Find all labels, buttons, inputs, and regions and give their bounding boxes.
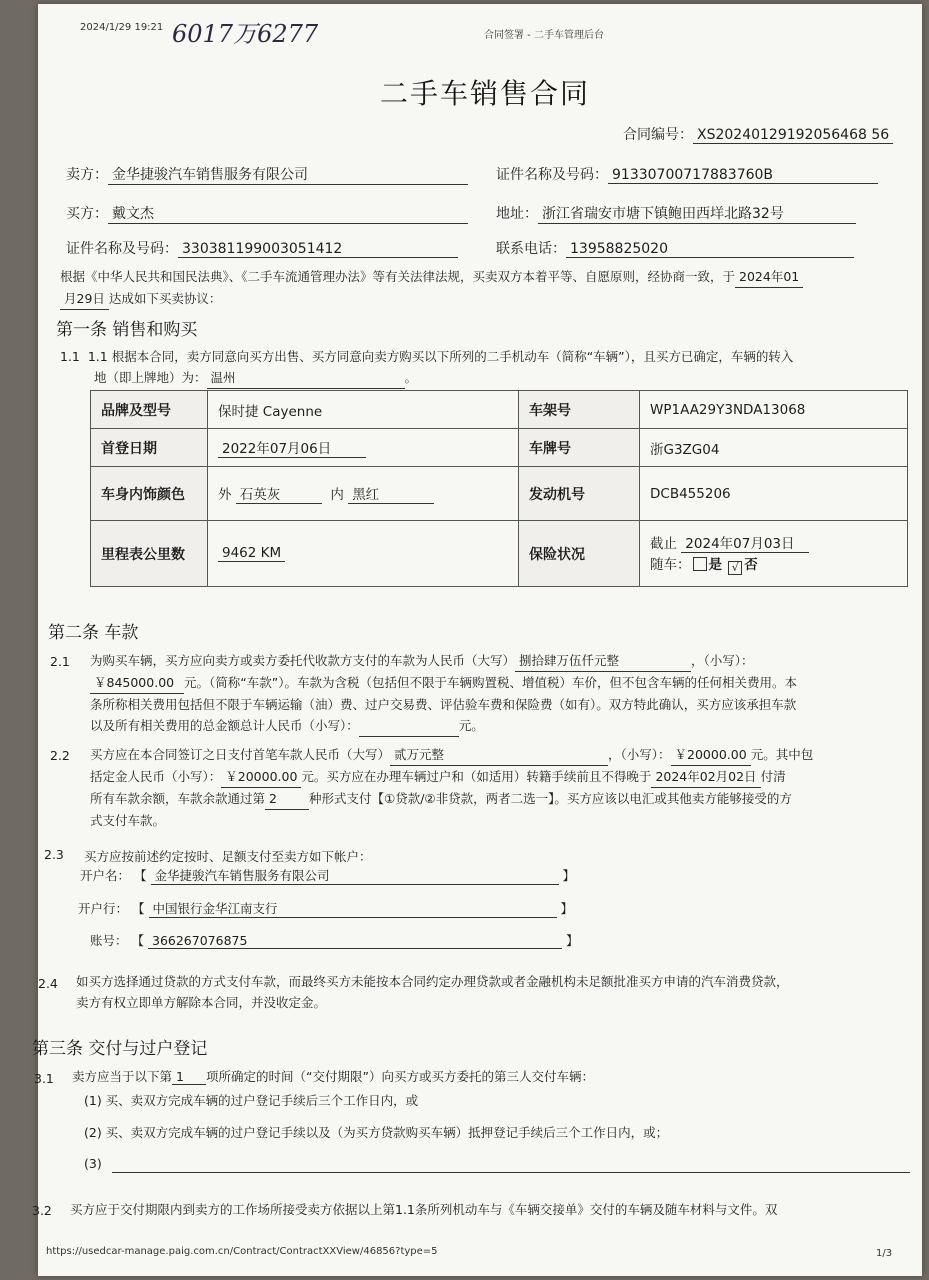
bracket-right: 】 [562, 868, 575, 883]
buyer-address-label: 地址： [496, 206, 538, 222]
account-number-label: 账号： [90, 933, 128, 948]
clause-2-1-line4b: 元。 [458, 718, 484, 733]
clause-2-2-line4: 式支付车款。 [90, 813, 166, 828]
deposit-amount: ￥20000.00 [221, 766, 301, 788]
down-payment-words: 贰万元整 [390, 744, 608, 766]
clause-2-4-number: 2.4 [38, 976, 58, 991]
clause-2-2-line2c: 付清 [760, 769, 786, 784]
brand-label: 品牌及型号 [91, 391, 208, 429]
price-in-figures: ￥845000.00 [90, 672, 184, 694]
buyer-id-value: 330381199003051412 [178, 241, 458, 258]
seller-id-value: 91330700717883760B [608, 167, 878, 184]
clause-3-1-line1 [72, 1067, 594, 1085]
with-car-label: 随车： [650, 557, 691, 573]
exterior-value: 石英灰 [236, 483, 322, 504]
no-checkbox[interactable]: √ [728, 561, 742, 575]
clause-2-2-line2a: 括定金人民币（小写）： [90, 769, 222, 784]
clause-2-2-line1c: 元。其中包 [750, 747, 814, 762]
mileage-cell [208, 521, 519, 587]
clause-2-2-number: 2.2 [50, 748, 70, 763]
clause-2-1-number: 2.1 [50, 654, 70, 669]
buyer-id-label: 证件名称及号码： [66, 241, 178, 257]
color-cell [208, 467, 519, 521]
payment-method: 2 [265, 788, 309, 810]
delivery-option-3: (3) [84, 1156, 102, 1171]
buyer-address-row [496, 203, 856, 224]
yes-checkbox[interactable] [693, 557, 707, 571]
vehicle-table [90, 390, 908, 587]
account-name-row [80, 866, 575, 885]
reg-date-label: 首登日期 [91, 429, 208, 467]
buyer-label: 买方： [66, 206, 108, 222]
seller-name: 金华捷骏汽车销售服务有限公司 [108, 164, 468, 185]
clause-2-2-line3a: 所有车款余额，车款余款通过第 [90, 791, 266, 806]
insurance-until-label: 截止 [650, 536, 677, 552]
bracket-right: 】 [565, 933, 579, 948]
insurance-date: 2024年07月03日 [681, 532, 809, 553]
buyer-address-value: 浙江省瑞安市塘下镇鲍田西垟北路32号 [538, 203, 856, 224]
clause-3-1-line1a: 卖方应当于以下第 [72, 1069, 173, 1084]
clause-2-1-line4: 以及所有相关费用的总金额总计人民币（小写）： [90, 718, 359, 733]
intro-text: 根据《中华人民共和国民法典》、《二手车流通管理办法》等有关法律法规，买卖双方本着平等、自愿原则，经协商一致，于 [60, 269, 736, 284]
clause-3-2-line1: 买方应于交付期限内到卖方的工作场所接受卖方依据以上第1.1条所列机动车与《车辆交接单》交付的车辆及随车材料与文件。双 [70, 1202, 778, 1217]
clause-2-1-line2: 元。（简称“车款”）。车款为含税（包括但不限于车辆购置税、增值税）车价，但不包含车辆的任何相关费用。本 [184, 675, 797, 690]
intro-date-a: 2024年01 [735, 266, 803, 288]
bank-label: 开户行： [78, 901, 129, 916]
print-datetime: 2024/1/29 19:21 [80, 22, 164, 33]
clause-2-2-line1a: 买方应在本合同签订之日支付首笔车款人民币（大写） [90, 747, 391, 762]
clause-text: 1.1 根据本合同，卖方同意向买方出售、买方同意向卖方购买以下所列的二手机动车（简称“车辆”），且买方已确定，车辆的转入 [87, 349, 794, 364]
down-payment-figures: ￥20000.00 [671, 744, 751, 766]
clause-2-3-number: 2.3 [44, 847, 64, 862]
contract-number [623, 124, 893, 144]
clause-3-1-number: 3.1 [34, 1071, 54, 1086]
article-1-1 [60, 346, 910, 389]
vin-value: WP1AA29Y3NDA13068 [640, 391, 908, 429]
article-3-heading: 第三条 交付与过户登记 [32, 1039, 208, 1059]
buyer-phone-label: 联系电话： [496, 241, 566, 257]
insurance-cell [640, 521, 908, 587]
buyer-name: 戴文杰 [108, 203, 468, 224]
yes-label: 是 [708, 557, 722, 573]
clause-2-2 [90, 744, 910, 831]
destination-label: 地（即上牌地）为： [94, 370, 207, 385]
article-2-heading: 第二条 车款 [48, 623, 139, 643]
plate-label: 车牌号 [519, 429, 640, 467]
seller-id-row [496, 164, 878, 184]
account-name-label: 开户名： [80, 868, 131, 883]
clause-number: 1.1 [60, 349, 80, 364]
article-1-heading: 第一条 销售和购买 [56, 320, 198, 340]
site-title: 合同签署 - 二手车管理后台 [484, 30, 604, 41]
intro-date-b: 月29日 [60, 288, 109, 310]
clause-3-2-number: 3.2 [32, 1203, 52, 1218]
seller-label: 卖方： [66, 167, 108, 183]
page-number: 1/3 [876, 1248, 893, 1259]
clause-2-4 [76, 971, 916, 1013]
no-label: 否 [744, 557, 758, 573]
contract-page [32, 4, 922, 1276]
buyer-id-row [66, 238, 458, 258]
contract-title: 二手车销售合同 [380, 77, 591, 110]
vin-label: 车架号 [519, 391, 640, 429]
bracket-left: 【 [132, 901, 145, 916]
clause-2-3-line1: 买方应按前述约定按时、足额支付至卖方如下帐户： [84, 849, 372, 864]
mileage-value: 9462 KM [218, 545, 285, 562]
buyer-phone-row [496, 238, 854, 258]
account-number-row [90, 931, 579, 949]
bank-value: 中国银行金华江南支行 [149, 899, 557, 918]
clause-3-1-line1b: 项所确定的时间（“交付期限”）向买方或买方委托的第三人交付车辆： [206, 1069, 594, 1084]
intro-paragraph [60, 266, 910, 310]
clause-2-2-line2b: 元。买方应在办理车辆过户和（如适用）转籍手续前且不得晚于 [301, 769, 652, 784]
intro-tail: 达成如下买卖协议： [108, 291, 222, 306]
bracket-left: 【 [131, 933, 145, 948]
buyer-phone-value: 13958825020 [566, 241, 854, 258]
footer-url[interactable]: https://usedcar-manage.paig.com.cn/Contract/ContractXXView/46856?type=5 [46, 1246, 438, 1257]
clause-2-1 [90, 650, 910, 737]
clause-2-2-line3b: 种形式支付【①贷款/②非贷款，两者二选一】。买方应该以电汇或其他卖方能够接受的方 [309, 791, 792, 806]
clause-2-4-line2: 卖方有权立即单方解除本合同，并没收定金。 [76, 995, 327, 1010]
clause-2-4-line1: 如买方选择通过贷款的方式支付车款，而最终买方未能按本合同约定办理贷款或者金融机构未足额批准买方申请的汽车消费贷款， [76, 974, 789, 989]
clause-2-2-line1b: ，（小写）： [608, 747, 671, 762]
payment-deadline: 2024年02月02日 [651, 766, 760, 788]
delivery-option-2: (2) 买、卖双方完成车辆的过户登记手续以及（为买方贷款购买车辆）抵押登记手续后三个工作日内，或； [84, 1125, 669, 1140]
brand-value: 保时捷 Cayenne [208, 391, 519, 429]
engine-label: 发动机号 [519, 467, 640, 521]
plate-value: 浙G3ZG04 [640, 429, 908, 467]
bank-row [78, 899, 573, 918]
clause-2-1-line3: 条所称相关费用包括但不限于车辆运输（油）费、过户交易费、评估验车费和保险费（如有）。双方特此确认，买方应该承担车款 [90, 697, 797, 712]
clause-end: 。 [404, 370, 418, 385]
price-in-words: 捌拾肆万伍仟元整 [515, 650, 691, 672]
contract-number-value: XS20240129192056468 56 [693, 127, 893, 144]
buyer-row [66, 203, 468, 224]
handwritten-note: 6017万6277 [172, 20, 319, 48]
seller-row [66, 164, 468, 185]
reg-date-cell [208, 429, 519, 467]
engine-value: DCB455206 [640, 467, 908, 521]
destination-value: 温州 [207, 367, 405, 389]
account-number-value: 366267076875 [148, 933, 562, 949]
clause-2-1-line1b: ，（小写）： [691, 653, 754, 668]
insurance-label: 保险状况 [519, 521, 640, 587]
bracket-right: 】 [560, 901, 573, 916]
delivery-option-1: (1) 买、卖双方完成车辆的过户登记手续后三个工作日内，或 [84, 1093, 419, 1108]
interior-label: 内 [330, 487, 344, 503]
reg-date-value: 2022年07月06日 [218, 437, 366, 458]
seller-id-label: 证件名称及号码： [496, 167, 608, 183]
contract-number-label: 合同编号： [623, 127, 693, 143]
exterior-label: 外 [218, 487, 232, 503]
interior-value: 黑红 [348, 483, 434, 504]
clause-2-1-line1a: 为购买车辆，买方应向卖方或卖方委托代收款方支付的车款为人民币（大写） [90, 653, 516, 668]
color-label: 车身内饰颜色 [91, 467, 208, 521]
delivery-option: 1 [172, 1069, 206, 1085]
account-name-value: 金华捷骏汽车销售服务有限公司 [151, 866, 559, 885]
bracket-left: 【 [134, 868, 147, 883]
option-3-blank [112, 1172, 910, 1173]
mileage-label: 里程表公里数 [91, 521, 208, 587]
